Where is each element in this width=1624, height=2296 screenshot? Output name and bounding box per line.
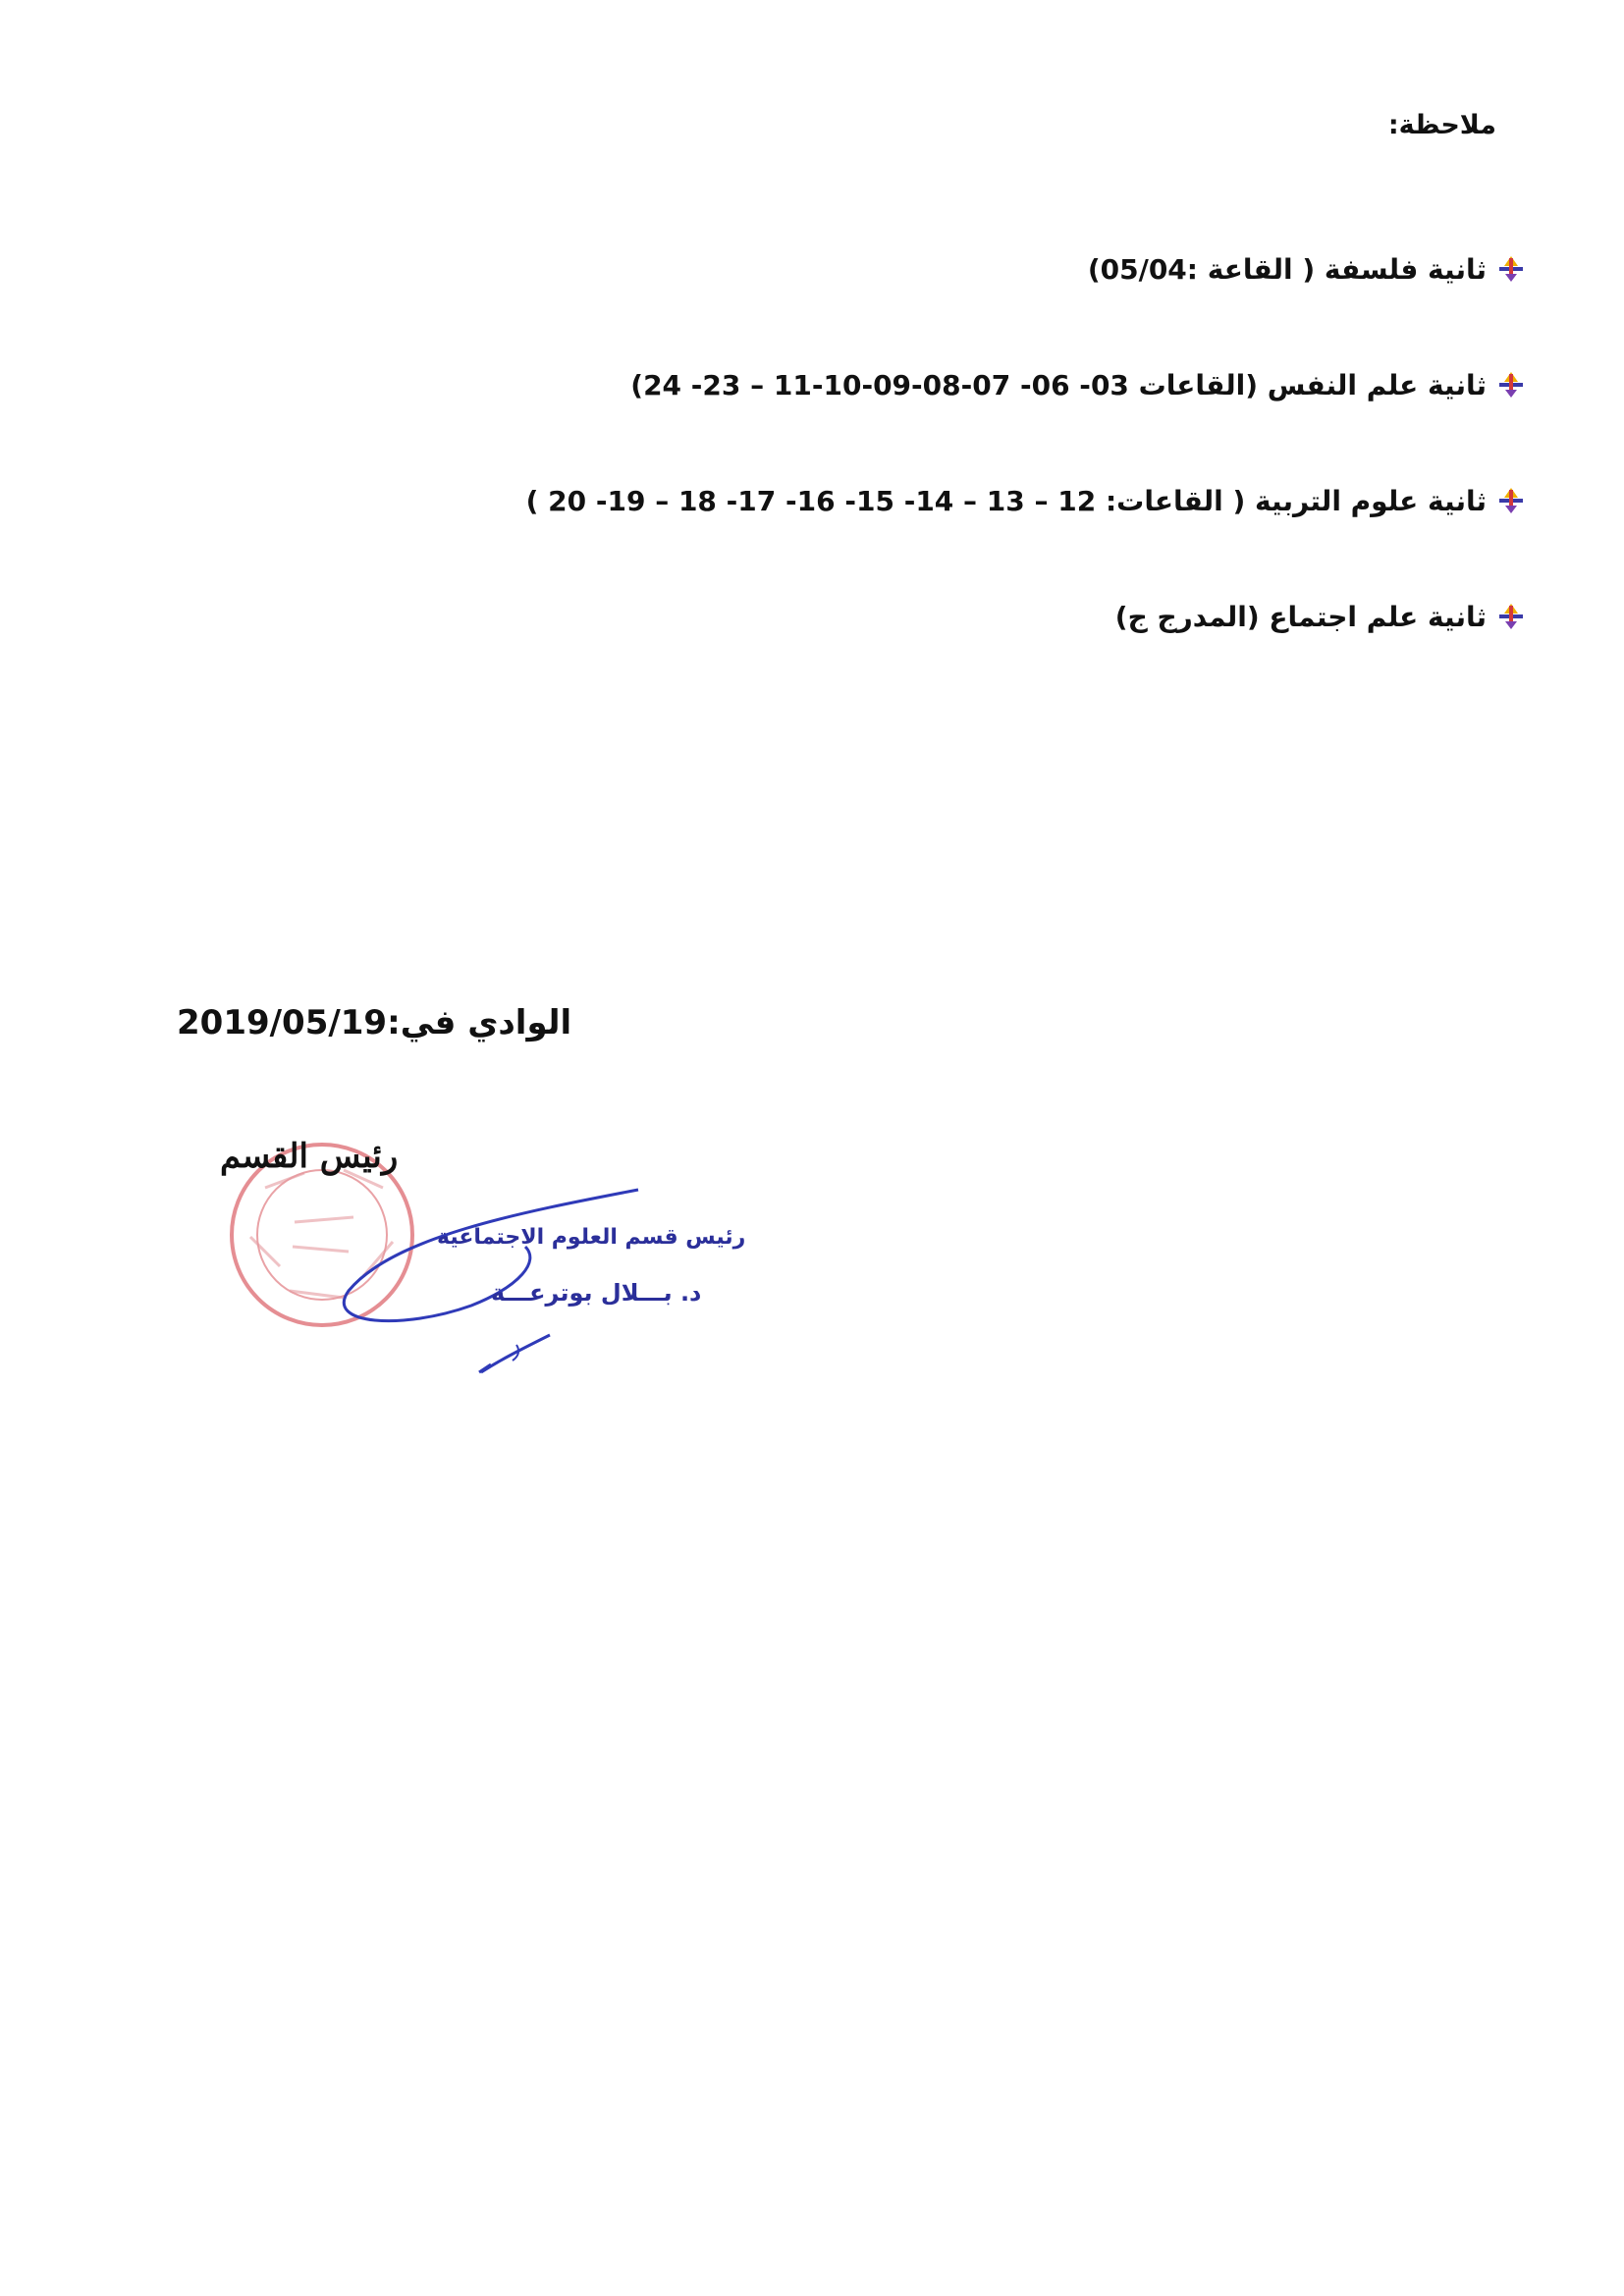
arrow-bullet-icon	[1496, 486, 1526, 515]
place-date: الوادي في:2019/05/19	[177, 1003, 572, 1042]
list-item	[249, 327, 1526, 443]
signature-title: رئيس القسم	[220, 1137, 399, 1176]
stamp-text-name: د. بـــلال بوترعـــة	[491, 1279, 702, 1307]
signature-block	[196, 1129, 805, 1404]
note-label: ملاحظة:	[1387, 110, 1496, 140]
note-text: ثانية فلسفة ( القاعة :05/04)	[1087, 252, 1487, 286]
list-item	[249, 211, 1526, 327]
note-text: ثانية علم النفس (القاعات 03- 06- 07-08-09-10-11 – 23- 24)	[630, 368, 1487, 401]
note-list	[249, 211, 1526, 674]
arrow-bullet-icon	[1496, 602, 1526, 631]
arrow-bullet-icon	[1496, 370, 1526, 400]
stamp-text-department: رئيس قسم العلوم الاجتماعية	[437, 1225, 746, 1250]
note-text: ثانية علوم التربية ( القاعات: 12 – 13 – 14- 15- 16- 17- 18 – 19- 20 )	[525, 484, 1487, 517]
list-item	[249, 443, 1526, 559]
arrow-bullet-icon	[1496, 254, 1526, 284]
note-text: ثانية علم اجتماع (المدرج ج)	[1114, 600, 1487, 633]
list-item	[249, 559, 1526, 674]
